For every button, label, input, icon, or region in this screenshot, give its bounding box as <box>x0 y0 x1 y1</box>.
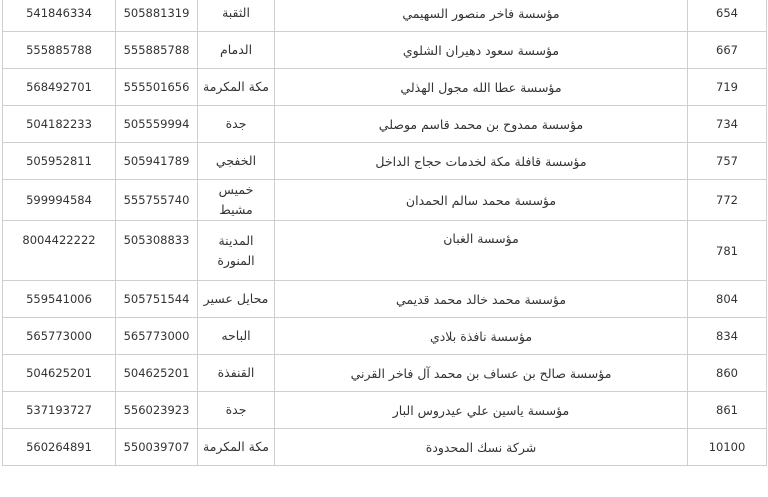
phone-2-cell: 560264891 <box>3 429 116 466</box>
agency-name-cell: مؤسسة ياسين علي عيدروس البار <box>275 392 688 429</box>
city-cell: خميس مشيط <box>198 180 275 221</box>
table-row <box>3 429 767 466</box>
agencies-table <box>2 0 767 466</box>
phone-1-cell: 505308833 <box>116 221 198 281</box>
agency-name-cell: مؤسسة قافلة مكة لخدمات حجاج الداخل <box>275 143 688 180</box>
agency-name-cell: مؤسسة ممدوح بن محمد قاسم موصلي <box>275 106 688 143</box>
agency-name-cell: مؤسسة صالح بن عساف بن محمد آل فاخر القرني <box>275 355 688 392</box>
phone-2-cell: 537193727 <box>3 392 116 429</box>
phone-2-cell: 504625201 <box>3 355 116 392</box>
agency-id-cell: 834 <box>688 318 767 355</box>
agency-name-cell: مؤسسة الغبان <box>275 221 688 281</box>
agency-id-cell: 757 <box>688 143 767 180</box>
table-row <box>3 143 767 180</box>
phone-2-cell: 504182233 <box>3 106 116 143</box>
phone-1-cell: 505941789 <box>116 143 198 180</box>
phone-2-cell: 505952811 <box>3 143 116 180</box>
agency-id-cell: 772 <box>688 180 767 221</box>
table-row <box>3 318 767 355</box>
phone-2-cell: 599994584 <box>3 180 116 221</box>
city-cell: الدمام <box>198 32 275 69</box>
phone-1-cell: 555885788 <box>116 32 198 69</box>
agency-name-cell: مؤسسة فاخر منصور السهيمي <box>275 0 688 32</box>
phone-1-cell: 555501656 <box>116 69 198 106</box>
city-cell: المدينة المنورة <box>198 221 275 281</box>
city-cell: القنفذة <box>198 355 275 392</box>
city-cell: مكة المكرمة <box>198 69 275 106</box>
city-cell: الثقبة <box>198 0 275 32</box>
agency-name-cell: مؤسسة محمد خالد محمد قديمي <box>275 281 688 318</box>
agency-id-cell: 861 <box>688 392 767 429</box>
agency-id-cell: 719 <box>688 69 767 106</box>
city-cell: الباحه <box>198 318 275 355</box>
table-row <box>3 355 767 392</box>
agency-name-cell: شركة نسك المحدودة <box>275 429 688 466</box>
agency-name-cell: مؤسسة عطا الله مجول الهذلي <box>275 69 688 106</box>
phone-2-cell: 565773000 <box>3 318 116 355</box>
table-row <box>3 221 767 281</box>
table-row <box>3 281 767 318</box>
city-cell: جدة <box>198 392 275 429</box>
phone-1-cell: 505751544 <box>116 281 198 318</box>
phone-1-cell: 555755740 <box>116 180 198 221</box>
city-cell: محايل عسير <box>198 281 275 318</box>
agency-name-cell: مؤسسة محمد سالم الحمدان <box>275 180 688 221</box>
agency-id-cell: 654 <box>688 0 767 32</box>
phone-1-cell: 504625201 <box>116 355 198 392</box>
agency-name-cell: مؤسسة سعود دهيران الشلوي <box>275 32 688 69</box>
table-body <box>3 0 767 466</box>
agency-id-cell: 667 <box>688 32 767 69</box>
phone-2-cell: 8004422222 <box>3 221 116 281</box>
phone-2-cell: 541846334 <box>3 0 116 32</box>
city-cell: جدة <box>198 106 275 143</box>
agency-id-cell: 860 <box>688 355 767 392</box>
agency-id-cell: 804 <box>688 281 767 318</box>
table-row <box>3 32 767 69</box>
phone-1-cell: 556023923 <box>116 392 198 429</box>
table-row <box>3 180 767 221</box>
city-cell: مكة المكرمة <box>198 429 275 466</box>
agency-id-cell: 10100 <box>688 429 767 466</box>
agency-name-cell: مؤسسة نافذة بلادي <box>275 318 688 355</box>
phone-1-cell: 505559994 <box>116 106 198 143</box>
table-row <box>3 392 767 429</box>
city-cell: الخفجي <box>198 143 275 180</box>
phone-1-cell: 505881319 <box>116 0 198 32</box>
table-row <box>3 0 767 32</box>
phone-2-cell: 559541006 <box>3 281 116 318</box>
phone-2-cell: 555885788 <box>3 32 116 69</box>
table-row <box>3 69 767 106</box>
phone-1-cell: 565773000 <box>116 318 198 355</box>
phone-2-cell: 568492701 <box>3 69 116 106</box>
phone-1-cell: 550039707 <box>116 429 198 466</box>
table-row <box>3 106 767 143</box>
agency-id-cell: 781 <box>688 221 767 281</box>
agency-id-cell: 734 <box>688 106 767 143</box>
